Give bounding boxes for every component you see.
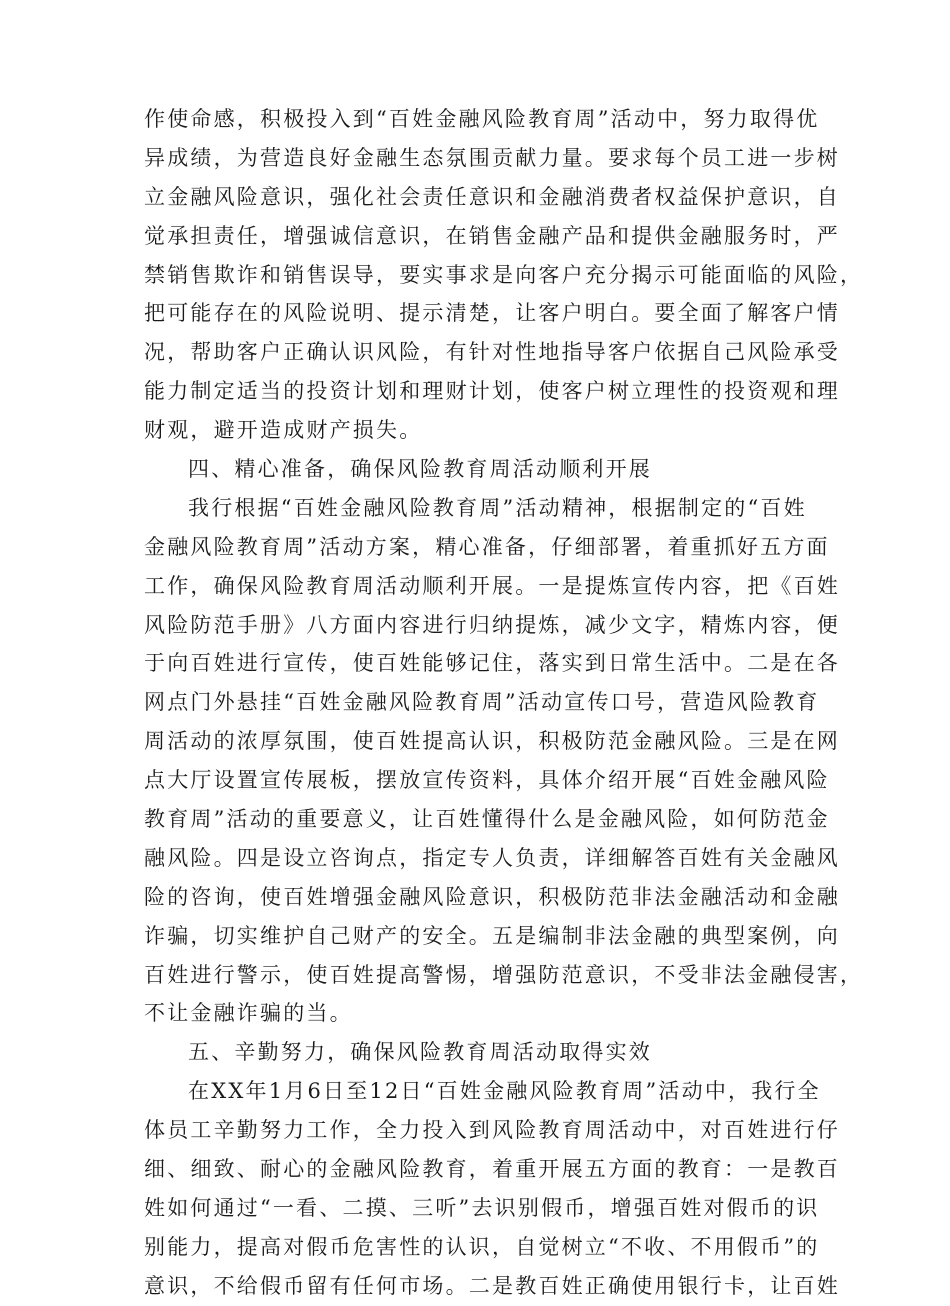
section-heading: 四、精心准备，确保风险教育周活动顺利开展 xyxy=(188,457,652,482)
section-heading: 五、辛勤努力，确保风险教育周活动取得实效 xyxy=(188,1040,652,1065)
paragraph-line: 于向百姓进行宣传，使百姓能够记住，落实到日常生活中。二是在各 xyxy=(144,651,840,676)
paragraph-line: 工作，确保风险教育周活动顺利开展。一是提炼宣传内容，把《百姓 xyxy=(144,573,840,598)
paragraph-line: 立金融风险意识，强化社会责任意识和金融消费者权益保护意识，自 xyxy=(144,184,840,209)
paragraph-line: 能力制定适当的投资计划和理财计划，使客户树立理性的投资观和理 xyxy=(144,379,840,404)
paragraph-line: 财观，避开造成财产损失。 xyxy=(144,418,423,443)
paragraph-line: 险的咨询，使百姓增强金融风险意识，积极防范非法金融活动和金融 xyxy=(144,884,840,909)
paragraph-line: 细、细致、耐心的金融风险教育，着重开展五方面的教育：一是教百 xyxy=(144,1157,840,1182)
paragraph-line: 教育周”活动的重要意义，让百姓懂得什么是金融风险，如何防范金 xyxy=(144,807,830,832)
paragraph-line: 体员工辛勤努力工作，全力投入到风险教育周活动中，对百姓进行仔 xyxy=(144,1118,840,1143)
paragraph-line: 禁销售欺诈和销售误导，要实事求是向客户充分揭示可能面临的风险， xyxy=(144,262,864,287)
paragraph-line: 网点门外悬挂“百姓金融风险教育周”活动宣传口号，营造风险教育 xyxy=(144,690,820,715)
paragraph-line: 异成绩，为营造良好金融生态氛围贡献力量。要求每个员工进一步树 xyxy=(144,145,840,170)
paragraph-line: 姓如何通过“一看、二摸、三听”去识别假币，增强百姓对假币的识 xyxy=(144,1195,820,1220)
paragraph-line: 百姓进行警示，使百姓提高警惕，增强防范意识，不受非法金融侵害， xyxy=(144,962,864,987)
paragraph-line: 金融风险教育周”活动方案，精心准备，仔细部署，着重抓好五方面 xyxy=(144,534,830,559)
paragraph-line: 风险防范手册》八方面内容进行归纳提炼，减少文字，精炼内容，便 xyxy=(144,612,840,637)
paragraph-line: 别能力，提高对假币危害性的认识，自觉树立“不收、不用假币”的 xyxy=(144,1234,820,1259)
paragraph-line: 觉承担责任，增强诚信意识，在销售金融产品和提供金融服务时，严 xyxy=(144,223,840,248)
paragraph-line: 融风险。四是设立咨询点，指定专人负责，详细解答百姓有关金融风 xyxy=(144,845,840,870)
paragraph-line: 诈骗，切实维护自己财产的安全。五是编制非法金融的典型案例，向 xyxy=(144,923,840,948)
paragraph-line: 作使命感，积极投入到“百姓金融风险教育周”活动中，努力取得优 xyxy=(144,107,820,131)
paragraph-line: 把可能存在的风险说明、提示清楚，让客户明白。要全面了解客户情 xyxy=(144,301,840,326)
paragraph-line: 我行根据“百姓金融风险教育周”活动精神，根据制定的“百姓 xyxy=(188,495,807,520)
paragraph-line: 点大厅设置宣传展板，摆放宣传资料，具体介绍开展“百姓金融风险 xyxy=(144,768,830,793)
paragraph-line: 在XX年1月6日至12日“百姓金融风险教育周”活动中，我行全 xyxy=(188,1079,821,1104)
paragraph-line: 不让金融诈骗的当。 xyxy=(144,1001,353,1026)
document-body xyxy=(144,100,864,1306)
paragraph-line: 意识，不给假币留有任何市场。二是教百姓正确使用银行卡，让百姓 xyxy=(144,1273,840,1298)
paragraph-line: 周活动的浓厚氛围，使百姓提高认识，积极防范金融风险。三是在网 xyxy=(144,729,840,754)
paragraph-line: 况，帮助客户正确认识风险，有针对性地指导客户依据自己风险承受 xyxy=(144,340,840,365)
